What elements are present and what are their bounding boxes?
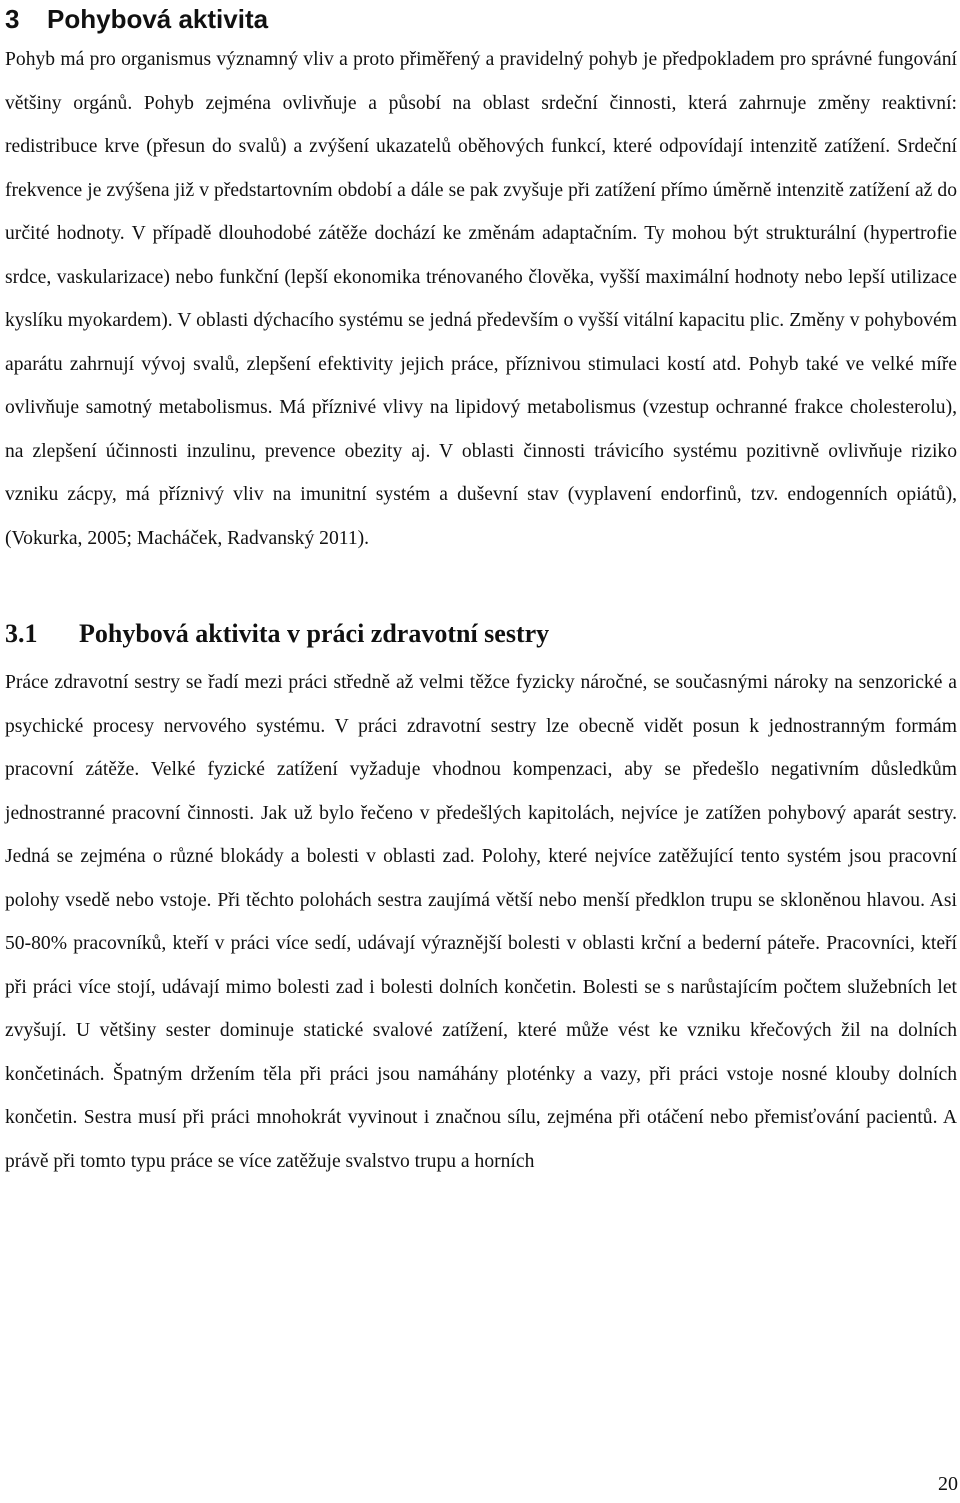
section-title: Pohybová aktivita v práci zdravotní sestry xyxy=(79,619,550,648)
body-paragraph-2: Práce zdravotní sestry se řadí mezi práci středně až velmi těžce fyzicky náročné, se současnými nároky na senzorické a psychické procesy nervového systému. V práci zdravotní sestry lze obecně vidět posun k jednostranným formám pracovní zátěže. Velké fyzické zatížení vyžaduje vhodnou kompenzaci, aby se předešlo negativním důsledkům jednostranné pracovní činnosti. Jak už bylo řečeno v předešlých kapitolách, nejvíce je zatížen pohybový aparát sestry. Jedná se zejména o různé blokády a bolesti v oblasti zad. Polohy, které nejvíce zatěžující tento systém jsou pracovní polohy vsedě nebo vstoje. Při těchto polohách sestra zaujímá větší nebo menší předklon trupu se skloněnou hlavou. Asi 50-80% pracovníků, kteří v práci více sedí, udávají výraznější bolesti v oblasti krční a bederní páteře. Pracovníci, kteří při práci více stojí, udávají mimo bolesti zad i bolesti dolních končetin. Bolesti se s narůstajícím počtem služebních let zvyšují. U většiny sester dominuje statické svalové zatížení, které může vést ke vzniku křečových žil na dolních končetinách. Špatným držením těla při práci jsou namáhány ploténky a vazy, při práci vstoje nosné klouby dolních končetin. Sestra musí při práci mnohokrát vyvinout i značnou sílu, zejména při otáčení nebo přemisťování pacientů. A právě při tomto typu práce se více zatěžuje svalstvo trupu a horních xyxy=(5,672,957,1172)
document-page xyxy=(5,0,957,1183)
section-number: 3.1 xyxy=(5,619,38,648)
chapter-number: 3 xyxy=(5,4,20,34)
chapter-heading xyxy=(5,0,957,36)
section-spacer xyxy=(5,560,957,607)
page-number: 20 xyxy=(938,1473,958,1495)
body-paragraph-1: Pohyb má pro organismus významný vliv a proto přiměřený a pravidelný pohyb je předpokladem pro správné fungování většiny orgánů. Pohyb zejména ovlivňuje a působí na oblast srdeční činnosti, která zahrnuje změny reaktivní: redistribuce krve (přesun do svalů) a zvýšení ukazatelů oběhových funkcí, které odpovídají intenzitě zatížení. Srdeční frekvence je zvýšena již v předstartovním období a dále se pak zvyšuje při zatížení přímo úměrně intenzitě zatížení až do určité hodnoty. V případě dlouhodobé zátěže dochází ke změnám adaptačním. Ty mohou být strukturální (hypertrofie srdce, vaskularizace) nebo funkční (lepší ekonomika trénovaného člověka, vyšší maximální hodnoty nebo lepší utilizace kyslíku myokardem). V oblasti dýchacího systému se jedná především o vyšší vitální kapacitu plic. Změny v pohybovém aparátu zahrnují vývoj svalů, zlepšení efektivity jejich práce, příznivou stimulaci kostí atd. Pohyb také ve velké míře ovlivňuje samotný metabolismus. Má příznivé vlivy na lipidový metabolismus (vzestup ochranné frakce cholesterolu), na zlepšení účinnosti inzulinu, prevence obezity aj. V oblasti činnosti trávicího systému pozitivně ovlivňuje riziko vzniku zácpy, má příznivý vliv na imunitní systém a duševní stav (vyplavení endorfinů, tzv. endogenních opiátů), (Vokurka, 2005; Macháček, Radvanský 2011). xyxy=(5,49,957,549)
section-heading xyxy=(5,607,957,661)
chapter-title: Pohybová aktivita xyxy=(47,4,269,34)
